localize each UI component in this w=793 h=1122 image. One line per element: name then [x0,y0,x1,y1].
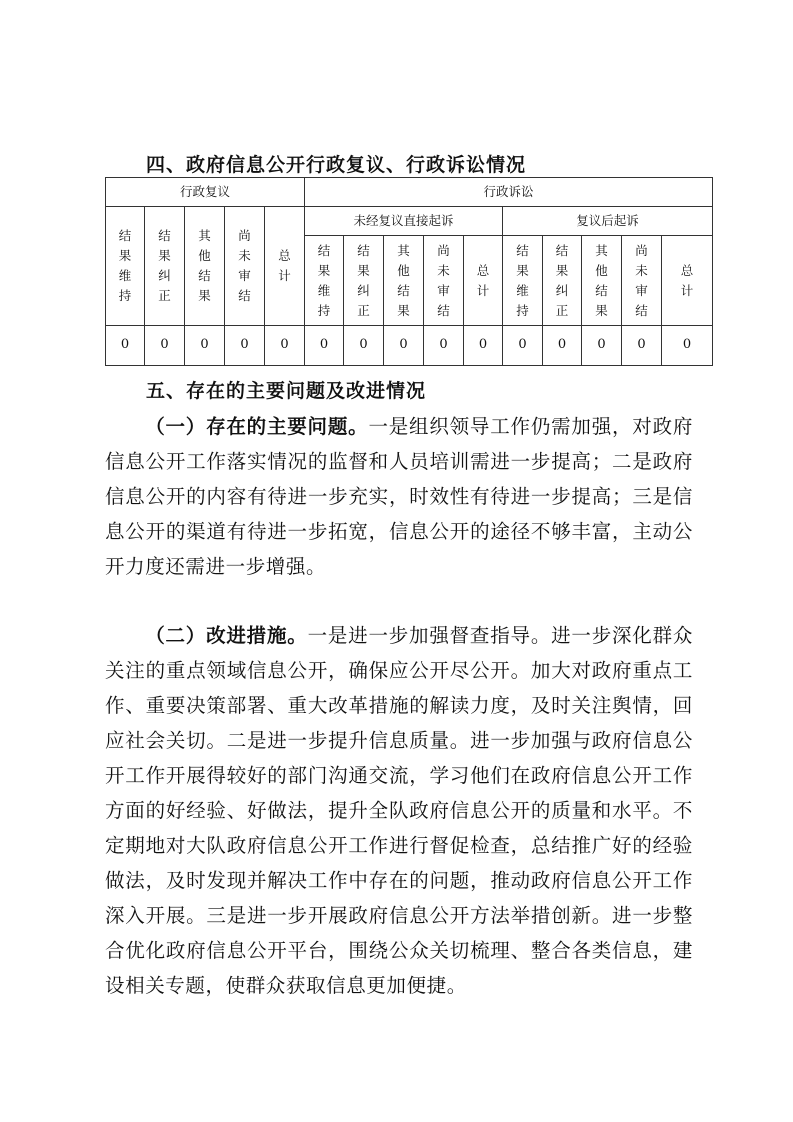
table-cell: 0 [106,326,145,366]
table-cell: 0 [662,326,713,366]
col-header-review-total: 总计 [265,207,305,326]
table-row [106,326,713,366]
table-cell: 0 [265,326,305,366]
table-cell: 0 [185,326,225,366]
col-header-review-other: 其他结果 [185,207,225,326]
col-header-direct-pending: 尚未审结 [424,236,464,326]
problems-body: 一是组织领导工作仍需加强，对政府信息公开工作落实情况的监督和人员培训需进一步提高；二是政府信息公开的内容有待进一步充实，时效性有待进一步提高；三是信息公开的渠道有待进一步拓宽，信息公开的途径不够丰富，主动公开力度还需进一步增强。 [105,415,693,578]
col-header-direct-corrected: 结果纠正 [344,236,384,326]
col-header-after-maintained: 结果维持 [503,236,543,326]
table-cell: 0 [503,326,543,366]
table-cell: 0 [225,326,265,366]
col-header-after-total: 总计 [662,236,713,326]
col-header-direct-total: 总计 [464,236,503,326]
section-4-heading: 四、政府信息公开行政复议、行政诉讼情况 [146,154,527,176]
group-header-admin-litigation: 行政诉讼 [305,178,713,207]
table-cell: 0 [464,326,503,366]
table-cell: 0 [582,326,622,366]
table-cell: 0 [424,326,464,366]
measures-paragraph [105,618,693,1003]
col-header-after-pending: 尚未审结 [622,236,662,326]
measures-body: 一是进一步加强督查指导。进一步深化群众关注的重点领域信息公开，确保应公开尽公开。加大对政府重点工作、重要决策部署、重大改革措施的解读力度，及时关注舆情，回应社会关切。二是进一步提升信息质量。进一步加强与政府信息公开工作开展得较好的部门沟通交流，学习他们在政府信息公开工作方面的好经验、好做法，提升全队政府信息公开的质量和水平。不定期地对大队政府信息公开工作进行督促检查，总结推广好的经验做法，及时发现并解决工作中存在的问题，推动政府信息公开工作深入开展。三是进一步开展政府信息公开方法举措创新。进一步整合优化政府信息公开平台，围绕公众关切梳理、整合各类信息，建设相关专题，使群众获取信息更加便捷。 [105,624,693,997]
col-header-direct-maintained: 结果维持 [305,236,344,326]
problems-lead: （一）存在的主要问题。 [145,415,369,438]
table-cell: 0 [543,326,582,366]
group-header-admin-review: 行政复议 [106,178,305,207]
col-header-direct-other: 其他结果 [384,236,424,326]
col-header-review-pending: 尚未审结 [225,207,265,326]
table-cell: 0 [344,326,384,366]
col-header-review-maintained: 结果维持 [106,207,145,326]
section-5-heading: 五、存在的主要问题及改进情况 [146,380,427,402]
table-cell: 0 [145,326,185,366]
measures-lead: （二）改进措施。 [145,624,308,647]
col-header-after-other: 其他结果 [582,236,622,326]
review-litigation-table [105,177,713,366]
col-header-after-corrected: 结果纠正 [543,236,582,326]
sub-header-suit-after-review: 复议后起诉 [503,207,713,236]
table-cell: 0 [384,326,424,366]
table-cell: 0 [622,326,662,366]
col-header-review-corrected: 结果纠正 [145,207,185,326]
sub-header-direct-suit: 未经复议直接起诉 [305,207,503,236]
problems-paragraph [105,409,693,584]
table-cell: 0 [305,326,344,366]
